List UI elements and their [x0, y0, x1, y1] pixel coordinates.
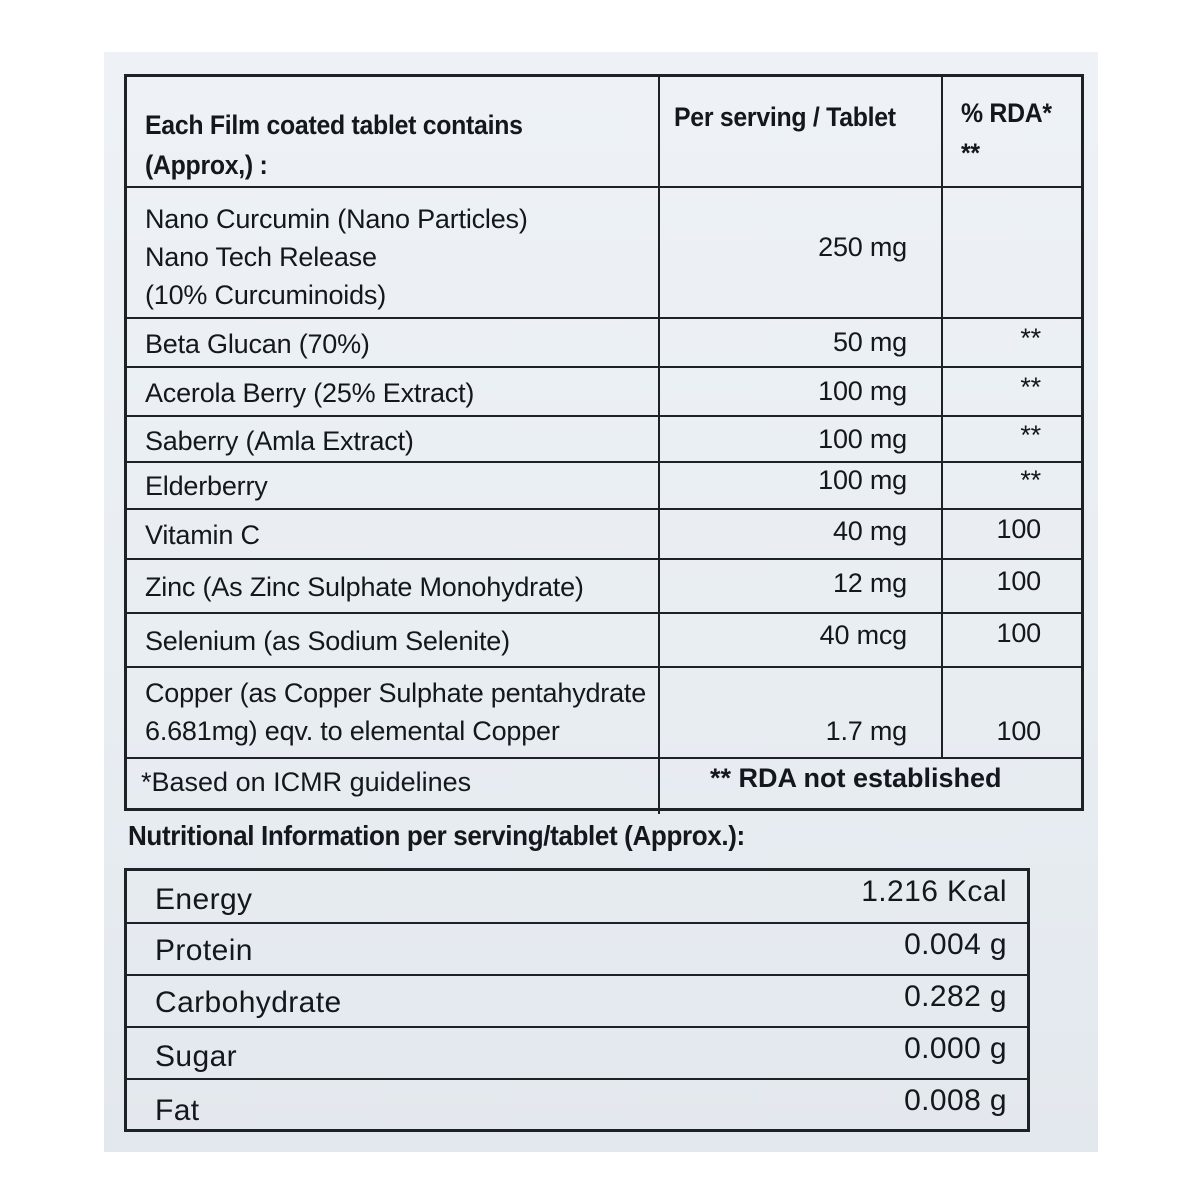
ingredient-rda: 100: [996, 716, 1041, 746]
nutrient-label: Energy: [155, 883, 253, 916]
icmr-footnote: *Based on ICMR guidelines: [141, 767, 472, 797]
ingredient-rda: **: [1020, 372, 1041, 402]
ingredient-name: Zinc (As Zinc Sulphate Monohydrate): [145, 572, 584, 602]
ingredient-name: Nano Curcumin (Nano Particles): [145, 204, 528, 234]
ingredient-name: (10% Curcuminoids): [145, 280, 386, 310]
ingredient-name: Vitamin C: [145, 520, 260, 550]
table-row: [127, 871, 1027, 924]
ingredient-rda: 100: [996, 618, 1041, 648]
nutrient-value: 0.282 g: [904, 980, 1007, 1013]
ingredient-amount: 250 mg: [818, 232, 907, 262]
ingredient-name: Elderberry: [145, 471, 268, 501]
ingredient-amount: 100 mg: [818, 376, 907, 406]
ingredient-amount: 40 mg: [832, 516, 907, 546]
ingredient-rda: **: [1020, 420, 1041, 450]
composition-table: [124, 74, 1084, 811]
table-row: [127, 976, 1027, 1028]
table-row: [127, 510, 1081, 560]
nutrient-value: 1.216 Kcal: [861, 875, 1007, 908]
table-row: [127, 1028, 1027, 1080]
ingredient-amount: 40 mcg: [819, 620, 907, 650]
header-serving-label: Per serving / Tablet: [674, 102, 896, 132]
ingredient-name: Copper (as Copper Sulphate pentahydrate: [145, 678, 647, 708]
ingredient-name: Saberry (Amla Extract): [145, 426, 414, 456]
composition-header-row: [127, 77, 1081, 188]
nutrient-value: 0.004 g: [904, 928, 1007, 961]
header-rda-cell: [943, 77, 1081, 186]
table-row: [127, 1080, 1027, 1132]
nutrient-label: Sugar: [155, 1040, 238, 1073]
composition-footer-row: [127, 759, 1081, 814]
table-row: [127, 463, 1081, 510]
ingredient-rda: 100: [996, 566, 1041, 596]
nutrient-label: Protein: [155, 934, 253, 967]
table-row: [127, 924, 1027, 976]
header-rda-label: % RDA*: [961, 98, 1052, 128]
ingredient-name: Beta Glucan (70%): [145, 329, 370, 359]
table-row: [127, 417, 1081, 463]
ingredient-name: 6.681mg) eqv. to elemental Copper: [145, 716, 560, 746]
header-rda-stars: **: [961, 138, 980, 168]
table-row: [127, 188, 1081, 319]
table-row: [127, 560, 1081, 614]
ingredient-amount: 1.7 mg: [825, 716, 907, 746]
nutrition-table: [124, 868, 1030, 1132]
ingredient-amount: 12 mg: [832, 568, 907, 598]
nutrient-label: Carbohydrate: [155, 986, 342, 1019]
nutrient-value: 0.000 g: [904, 1032, 1007, 1065]
ingredient-rda: **: [1020, 323, 1041, 353]
table-row: [127, 319, 1081, 368]
ingredient-rda: **: [1020, 465, 1041, 495]
header-ingredient-line2: (Approx,) :: [145, 150, 268, 180]
header-serving-cell: [660, 77, 943, 186]
header-ingredient-cell: [127, 77, 660, 186]
ingredient-amount: 100 mg: [818, 424, 907, 454]
ingredient-name: Acerola Berry (25% Extract): [145, 378, 475, 408]
ingredient-rda: 100: [996, 514, 1041, 544]
ingredient-name: Nano Tech Release: [145, 242, 377, 272]
nutrition-title: Nutritional Information per serving/tablet (Approx.):: [128, 820, 745, 851]
nutrient-value: 0.008 g: [904, 1084, 1007, 1117]
ingredient-amount: 100 mg: [818, 465, 907, 495]
header-ingredient-line1: Each Film coated tablet contains: [145, 110, 523, 140]
table-row: [127, 614, 1081, 668]
table-row: [127, 668, 1081, 759]
rda-not-established-note: ** RDA not established: [710, 763, 1002, 793]
table-row: [127, 368, 1081, 417]
ingredient-amount: 50 mg: [832, 327, 907, 357]
ingredient-name: Selenium (as Sodium Selenite): [145, 626, 510, 656]
nutrient-label: Fat: [155, 1094, 200, 1127]
